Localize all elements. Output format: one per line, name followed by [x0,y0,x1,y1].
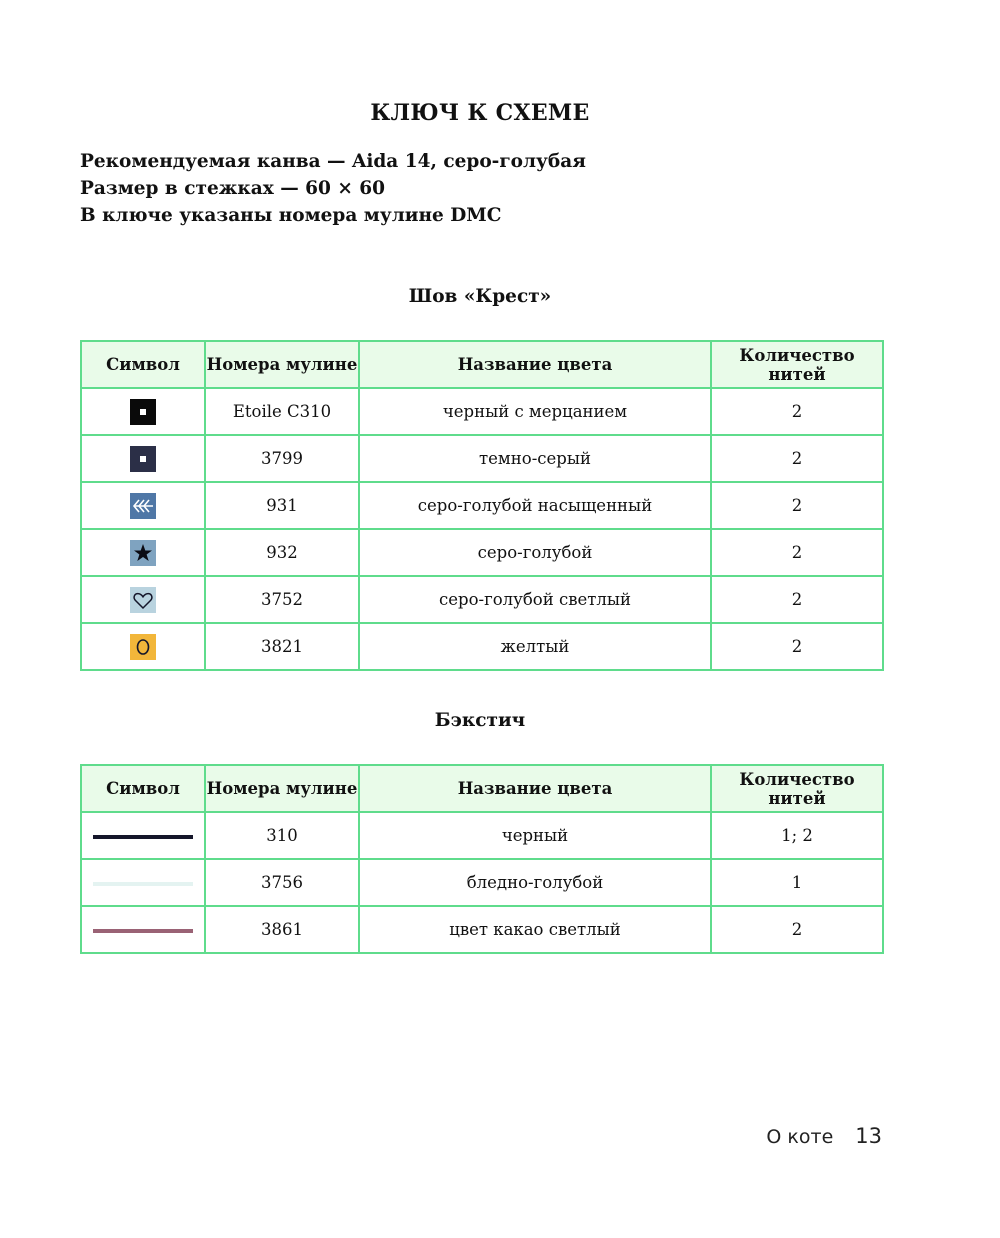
color-name-cell: черный с мерцанием [359,388,711,435]
circle-icon [130,634,156,660]
floss-cell: 3821 [205,623,359,670]
strands-cell: 2 [711,576,883,623]
strands-cell: 2 [711,388,883,435]
floss-cell: 931 [205,482,359,529]
strands-cell: 2 [711,482,883,529]
small-square-icon [130,399,156,425]
backstitch-title: Бэкстич [434,710,526,731]
intro-block [80,148,586,229]
strands-cell: 2 [711,435,883,482]
header-strands: Количество нитей [711,765,883,812]
header-strands: Количество нитей [711,341,883,388]
backstitch-line-icon [93,882,193,886]
table-row [81,812,883,859]
color-name-cell: темно-серый [359,435,711,482]
table-row [81,623,883,670]
backstitch-line-icon [93,835,193,839]
floss-cell: 3861 [205,906,359,953]
symbol-cell [81,906,205,953]
backstitch-line-icon [93,929,193,933]
floss-cell: 310 [205,812,359,859]
floss-cell: Etoile C310 [205,388,359,435]
header-color-name: Название цвета [359,765,711,812]
table-row [81,388,883,435]
floss-cell: 3799 [205,435,359,482]
table-row [81,482,883,529]
small-square-icon [130,446,156,472]
page-number: 13 [855,1124,882,1148]
cross-stitch-title: Шов «Крест» [408,286,552,307]
symbol-cell [81,435,205,482]
footer-section: О коте [766,1126,834,1148]
symbol-cell [81,388,205,435]
cross-stitch-table [80,340,884,671]
floss-cell: 3756 [205,859,359,906]
color-name-cell: серо-голубой светлый [359,576,711,623]
symbol-cell [81,623,205,670]
color-name-cell: бледно-голубой [359,859,711,906]
color-name-cell: черный [359,812,711,859]
table-row [81,435,883,482]
header-color-name: Название цвета [359,341,711,388]
floss-cell: 3752 [205,576,359,623]
table-row [81,906,883,953]
intro-line-dmc: В ключе указаны номера мулине DMC [80,205,502,226]
symbol-cell [81,859,205,906]
symbol-cell [81,576,205,623]
intro-line-size: Размер в стежках — 60 × 60 [80,178,386,199]
header-floss: Номера мулине [205,341,359,388]
page-title: КЛЮЧ К СХЕМЕ [370,100,590,126]
table-header-row [81,765,883,812]
floss-cell: 932 [205,529,359,576]
header-symbol: Символ [81,765,205,812]
table-row [81,859,883,906]
symbol-cell [81,812,205,859]
strands-cell: 2 [711,906,883,953]
color-name-cell: желтый [359,623,711,670]
backstitch-table [80,764,884,954]
symbol-cell [81,482,205,529]
table-row [81,576,883,623]
strands-cell: 2 [711,623,883,670]
table-row [81,529,883,576]
header-symbol: Символ [81,341,205,388]
color-name-cell: серо-голубой насыщенный [359,482,711,529]
intro-line-canvas: Рекомендуемая канва — Aida 14, серо-голубая [80,151,586,172]
strands-cell: 1; 2 [711,812,883,859]
strands-cell: 2 [711,529,883,576]
header-floss: Номера мулине [205,765,359,812]
table-header-row [81,341,883,388]
heart-icon [130,587,156,613]
color-name-cell: цвет какао светлый [359,906,711,953]
strands-cell: 1 [711,859,883,906]
color-name-cell: серо-голубой [359,529,711,576]
page-footer [766,1124,882,1148]
star-icon [130,540,156,566]
symbol-cell [81,529,205,576]
arrow-feather-icon [130,493,156,519]
